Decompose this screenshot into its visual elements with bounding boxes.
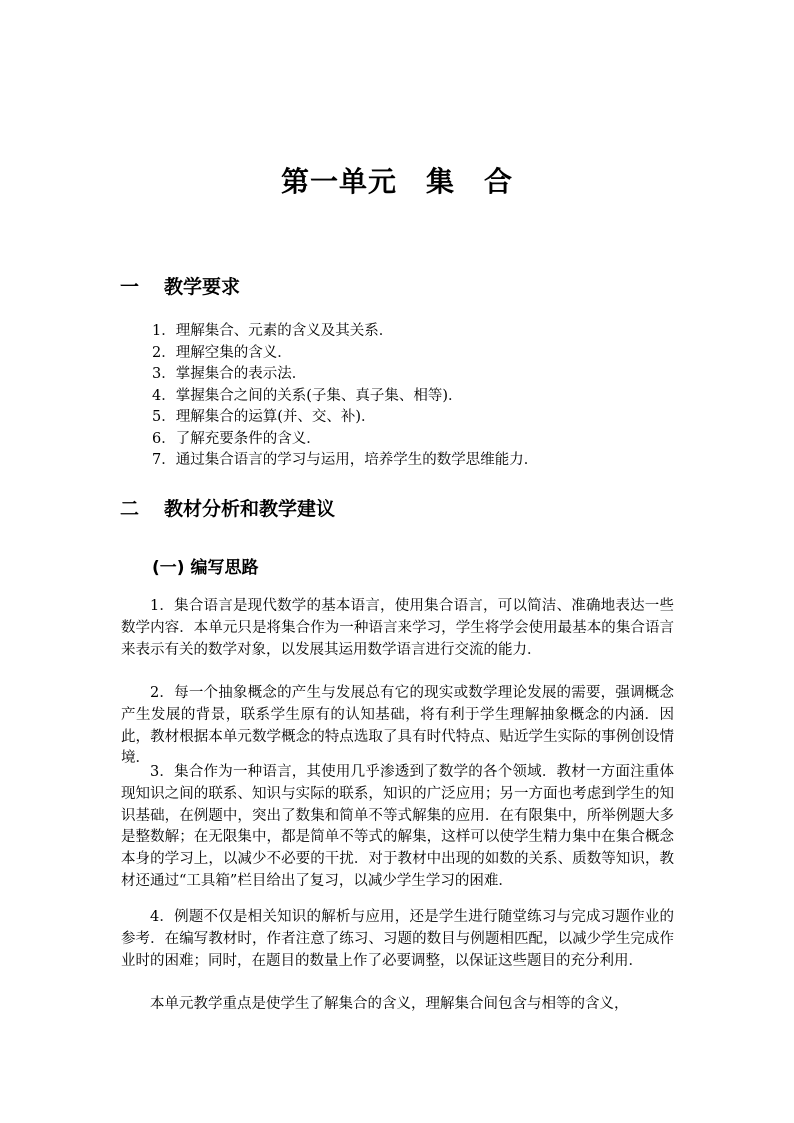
- list-item: 6．了解充要条件的含义．: [152, 430, 321, 447]
- body-paragraph: 1．集合语言是现代数学的基本语言，使用集合语言，可以简洁、准确地表达一些数学内容．本单元只是将集合作为一种语言来学习，学生将学会使用最基本的集合语言来表示有关的数学对象，以发展其运用数学语言进行交流的能力．: [121, 598, 674, 658]
- section-title: 教材分析和教学建议: [164, 498, 336, 520]
- list-item: 2．理解空集的含义．: [152, 344, 292, 361]
- section-number: 一: [120, 276, 140, 298]
- body-paragraph: 3．集合作为一种语言，其使用几乎渗透到了数学的各个领域．教材一方面注重体现知识之间的联系、知识与实际的联系，知识的广泛应用；另一方面也考虑到学生的知识基础，在例题中，突出了数集和简单不等式解集的应用．在有限集中，所举例题大多是整数解；在无限集中，都是简单不等式的解集，这样可以使学生精力集中在集合概念本身的学习上，以减少不必要的干扰．对于教材中出现的如数的关系、质数等知识，教材还通过“工具箱”栏目给出了复习，以减少学生学习的困难．: [121, 764, 674, 889]
- list-item: 7．通过集合语言的学习与运用，培养学生的数学思维能力．: [152, 452, 539, 468]
- section-heading-analysis: [120, 494, 335, 521]
- subsection-heading: (一) 编写思路: [152, 558, 259, 578]
- section-number: 二: [120, 498, 140, 520]
- body-paragraph: 4．例题不仅是相关知识的解析与应用，还是学生进行随堂练习与完成习题作业的参考．在编写教材时，作者注意了练习、习题的数目与例题相匹配，以减少学生完成作业时的困难；同时，在题目的数量上作了必要调整，以保证这些题目的充分利用．: [121, 909, 674, 969]
- page-title: 第一单元 集 合: [280, 165, 513, 198]
- list-item: 5．理解集合的运算(并、交、补)．: [152, 409, 376, 425]
- list-item: 1．理解集合、元素的含义及其关系．: [152, 323, 394, 339]
- body-paragraph: 本单元教学重点是使学生了解集合的含义，理解集合间包含与相等的含义，: [150, 996, 629, 1012]
- list-item: 4．掌握集合之间的关系(子集、真子集、相等)．: [152, 387, 463, 404]
- body-paragraph: 2．每一个抽象概念的产生与发展总有它的现实或数学理论发展的需要，强调概念产生发展的背景，联系学生原有的认知基础，将有利于学生理解抽象概念的内涵．因此，教材根据本单元数学概念的特点选取了具有时代特点、贴近学生实际的事例创设情境．: [121, 685, 674, 767]
- requirements-list: [152, 321, 538, 472]
- list-item: 3．掌握集合的表示法．: [152, 366, 307, 382]
- section-heading-requirements: [120, 272, 240, 299]
- section-title: 教学要求: [164, 276, 241, 298]
